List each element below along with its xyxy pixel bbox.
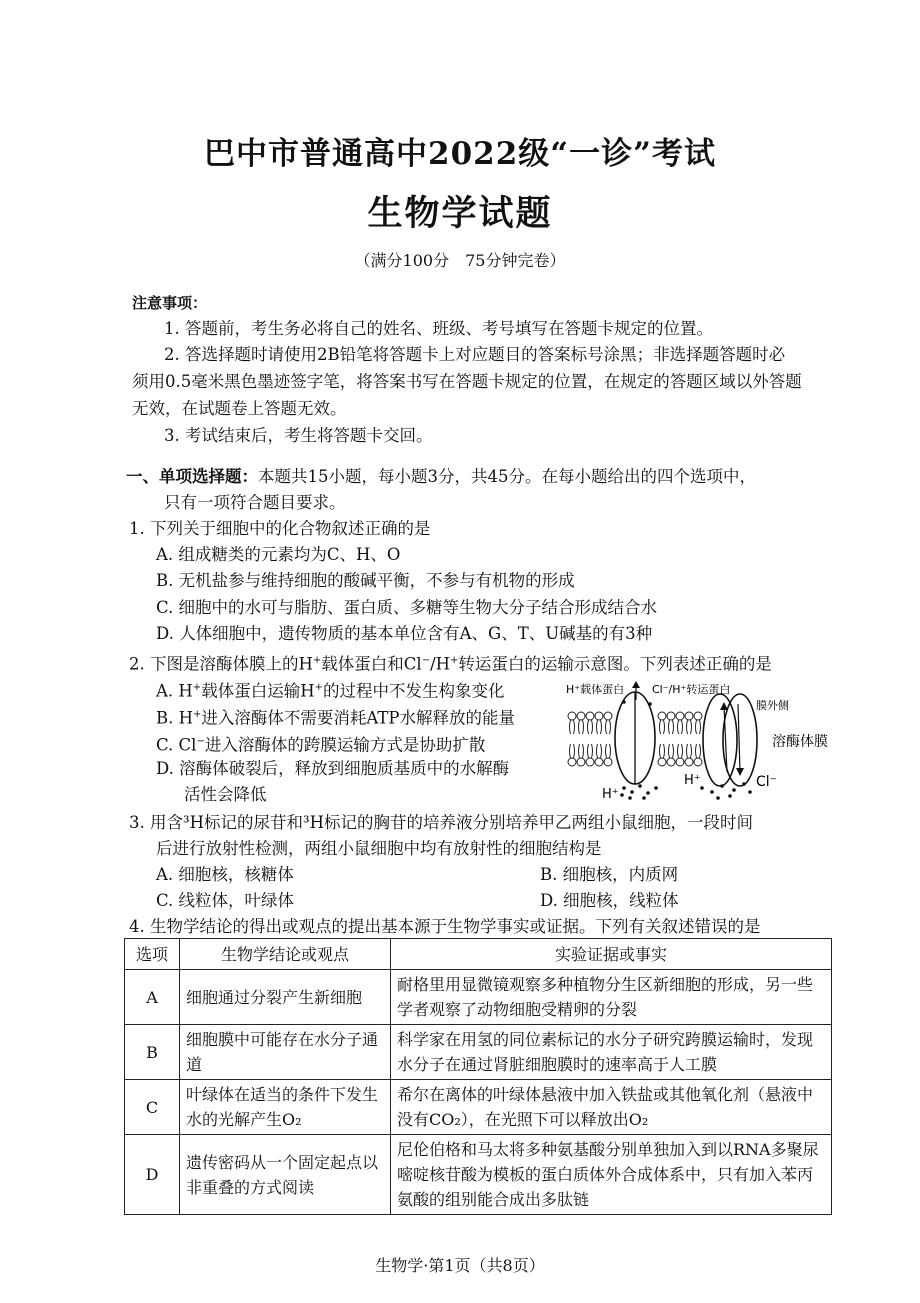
lipid-head xyxy=(568,712,576,720)
ion-dot xyxy=(648,702,652,706)
table-row xyxy=(125,1135,832,1215)
lipid-tail xyxy=(597,720,602,734)
lipid-tail xyxy=(570,720,575,734)
ion-dot xyxy=(716,796,720,800)
q2-option-d-line-1: D. 溶酶体破裂后，释放到细胞质基质中的水解酶 xyxy=(156,759,510,778)
table-row xyxy=(125,1025,832,1080)
lipid-tail xyxy=(570,744,575,758)
q4-table xyxy=(124,938,832,1215)
row-conclusion: 遗传密码从一个固定起点以非重叠的方式阅读 xyxy=(180,1135,391,1215)
row-conclusion: 细胞膜中可能存在水分子通道 xyxy=(180,1025,391,1080)
page-footer: 生物学·第1页（共8页） xyxy=(375,1256,545,1275)
lipid-head xyxy=(676,712,684,720)
lipid-tail xyxy=(606,720,611,734)
lipid-head xyxy=(694,758,702,766)
sup: + xyxy=(193,709,202,720)
ion-dot xyxy=(728,794,732,798)
section-1-desc-line-2: 只有一项符合题目要求。 xyxy=(164,493,346,512)
ion-dot xyxy=(642,796,646,800)
ion-dot xyxy=(630,790,634,794)
ion-dot xyxy=(748,790,752,794)
ion-dot xyxy=(710,790,714,794)
lipid-head xyxy=(568,758,576,766)
label-cl: Cl⁻ xyxy=(756,774,778,790)
text: C. Cl xyxy=(156,735,197,755)
sup: + xyxy=(314,682,323,693)
lipid-head xyxy=(667,712,675,720)
sup: + xyxy=(450,655,459,666)
row-option: B xyxy=(125,1025,180,1080)
q3-stem-line-2: 后进行放射性检测，两组小鼠细胞中均有放射性的细胞结构是 xyxy=(156,839,602,858)
label-membrane-outside: 膜外侧 xyxy=(756,699,789,712)
ion-dot xyxy=(622,700,626,704)
text: 进入溶酶体的跨膜运输方式是协助扩散 xyxy=(204,735,486,755)
header-option: 选项 xyxy=(125,939,180,970)
row-evidence: 尼伦伯格和马太将多种氨基酸分别单独加入到以RNA多聚尿嘧啶核苷酸为模板的蛋白质体外合成体系中，只有加入苯丙氨酸的组别能合成出多肽链 xyxy=(391,1135,832,1215)
lipid-head xyxy=(658,758,666,766)
lipid-head xyxy=(676,758,684,766)
label-h-carrier: H⁺载体蛋白 xyxy=(566,683,625,696)
lipid-tail xyxy=(579,744,584,758)
q2-stem-part: 2. 下图是溶酶体膜上的H xyxy=(129,654,313,674)
row-option: A xyxy=(125,970,180,1025)
header-conclusion: 生物学结论或观点 xyxy=(180,939,391,970)
lipid-tail xyxy=(669,744,674,758)
section-1-heading: 一、单项选择题： xyxy=(126,467,258,486)
lipid-tail xyxy=(678,744,683,758)
lipid-head xyxy=(586,712,594,720)
table-header-row xyxy=(125,939,832,970)
ion-dot xyxy=(622,786,626,790)
ion-dot xyxy=(700,786,704,790)
lipid-head xyxy=(604,758,612,766)
label-h-right: H⁺ xyxy=(684,773,701,788)
label-h-left: H⁺ xyxy=(602,787,619,802)
lipid-tail xyxy=(669,720,674,734)
ion-dot xyxy=(638,784,642,788)
row-option: D xyxy=(125,1135,180,1215)
lipid-head xyxy=(694,712,702,720)
header-evidence: 实验证据或事实 xyxy=(391,939,832,970)
lipid-head xyxy=(604,712,612,720)
text: 载体蛋白运输H xyxy=(201,681,315,701)
lipid-head xyxy=(658,712,666,720)
q2-option-a xyxy=(156,677,504,703)
lipid-tail xyxy=(597,744,602,758)
ion-dot xyxy=(646,791,650,795)
q3-option-d: D. 细胞核，线粒体 xyxy=(540,891,679,910)
lipid-head xyxy=(586,758,594,766)
lipid-head xyxy=(685,758,693,766)
notice-item-3: 3. 考试结束后，考生将答题卡交回。 xyxy=(164,426,433,445)
q3-option-b: B. 细胞核，内质网 xyxy=(540,865,679,884)
ion-dot xyxy=(620,793,624,797)
lipid-tail xyxy=(678,720,683,734)
ion-dot xyxy=(628,796,632,800)
q3-stem-line-1: 3. 用含³H标记的尿苷和³H标记的胸苷的培养液分别培养甲乙两组小鼠细胞，一段时间 xyxy=(129,813,753,832)
lipid-tail xyxy=(687,744,692,758)
q3-option-c: C. 线粒体，叶绿体 xyxy=(156,891,295,910)
text: B. H xyxy=(156,708,194,728)
row-conclusion: 叶绿体在适当的条件下发生水的光解产生O₂ xyxy=(180,1080,391,1135)
q1-option-b: B. 无机盐参与维持细胞的酸碱平衡，不参与有机物的形成 xyxy=(156,571,575,590)
sup: + xyxy=(192,682,202,693)
lipid-tail xyxy=(696,744,701,758)
sup: − xyxy=(421,655,431,666)
q1-option-d: D. 人体细胞中，遗传物质的基本单位含有A、G、T、U碱基的有3种 xyxy=(156,624,653,643)
row-option: C xyxy=(125,1080,180,1135)
q1-option-a: A. 组成糖类的元素均为C、H、O xyxy=(156,545,401,564)
text: A. H xyxy=(156,681,193,701)
label-lysosome-membrane: 溶酶体膜 xyxy=(772,734,828,750)
ion-dot xyxy=(742,782,746,786)
text: 的过程中不发生构象变化 xyxy=(322,681,505,701)
q2-option-b xyxy=(156,704,515,730)
table-row xyxy=(125,970,832,1025)
cl-h-transporter-protein xyxy=(703,694,737,786)
row-evidence: 希尔在离体的叶绿体悬液中加入铁盐或其他氧化剂（悬液中没有CO₂），在光照下可以释放出O₂ xyxy=(391,1080,832,1135)
lipid-tail xyxy=(660,720,665,734)
row-conclusion: 细胞通过分裂产生新细胞 xyxy=(180,970,391,1025)
q3-option-a: A. 细胞核，核糖体 xyxy=(156,865,294,884)
ion-dot xyxy=(654,786,658,790)
section-1-desc-line-1: 本题共15小题，每小题3分，共45分。在每小题给出的四个选项中， xyxy=(258,467,756,486)
lipid-tail xyxy=(579,720,584,734)
q1-stem: 1. 下列关于细胞中的化合物叙述正确的是 xyxy=(129,519,431,538)
ion-dot xyxy=(732,788,736,792)
notice-item-1: 1. 答题前，考生务必将自己的姓名、班级、考号填写在答题卡规定的位置。 xyxy=(164,319,713,338)
q2-option-d-line-2: 活性会降低 xyxy=(184,785,267,804)
row-evidence: 科学家在用氢的同位素标记的水分子研究跨膜运输时，发现水分子在通过肾脏细胞膜时的速率高于人工膜 xyxy=(391,1025,832,1080)
lipid-head xyxy=(595,758,603,766)
sup: + xyxy=(312,655,322,666)
lipid-tail xyxy=(588,720,593,734)
text: 进入溶酶体不需要消耗ATP水解释放的能量 xyxy=(201,708,516,728)
q4-stem: 4. 生物学结论的得出或观点的提出基本源于生物学事实或证据。下列有关叙述错误的是 xyxy=(129,917,761,936)
lipid-tail xyxy=(696,720,701,734)
lipid-head xyxy=(685,712,693,720)
q2-stem xyxy=(129,650,772,676)
subject-title: 生物学试题 xyxy=(367,193,553,234)
lipid-head xyxy=(577,758,585,766)
lipid-tail xyxy=(606,744,611,758)
table-row xyxy=(125,1080,832,1135)
q2-stem-part: 载体蛋白和Cl xyxy=(321,654,422,674)
lipid-head xyxy=(667,758,675,766)
notice-item-2-line-1: 2. 答选择题时请使用2B铅笔将答题卡上对应题目的答案标号涂黑；非选择题答题时必 xyxy=(164,345,786,364)
notice-item-2-line-3: 无效，在试题卷上答题无效。 xyxy=(132,399,347,418)
exam-title: 巴中市普通高中2022级“一诊”考试 xyxy=(204,136,716,172)
q1-option-c: C. 细胞中的水可与脂肪、蛋白质、多糖等生物大分子结合形成结合水 xyxy=(156,598,658,617)
lipid-head xyxy=(595,712,603,720)
row-evidence: 耐格里用显微镜观察多种植物分生区新细胞的形成，另一些学者观察了动物细胞受精卵的分裂 xyxy=(391,970,832,1025)
section-1-header xyxy=(126,466,756,488)
q2-option-c xyxy=(156,731,485,757)
lipid-tail xyxy=(660,744,665,758)
notice-heading: 注意事项： xyxy=(132,294,208,312)
lipid-tail xyxy=(588,744,593,758)
lysosome-membrane-figure xyxy=(562,680,844,802)
exam-info: （满分100分 75分钟完卷） xyxy=(354,251,566,270)
lipid-tail xyxy=(687,720,692,734)
q2-stem-part: /H xyxy=(430,654,451,674)
ion-dot xyxy=(720,784,724,788)
notice-item-2-line-2: 须用0.5毫米黑色墨迹签字笔，将答案书写在答题卡规定的位置，在规定的答题区域以外答题 xyxy=(132,372,802,391)
sup: − xyxy=(196,736,205,747)
lipid-head xyxy=(577,712,585,720)
q2-stem-part: 转运蛋白的运输示意图。下列表述正确的是 xyxy=(458,654,772,674)
label-cl-h-transporter: Cl⁻/H⁺转运蛋白 xyxy=(652,683,731,696)
